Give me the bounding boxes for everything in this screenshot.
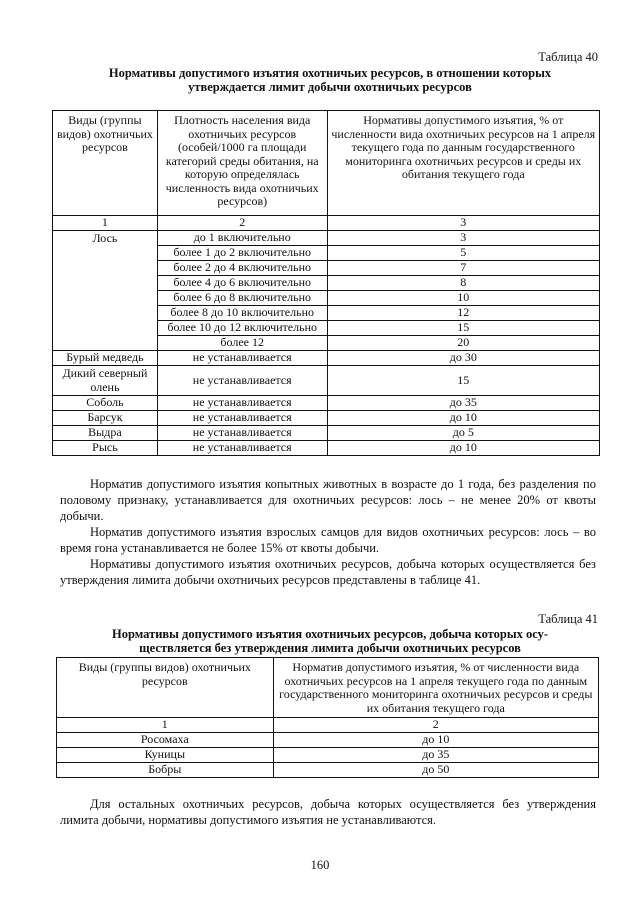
table-row bbox=[53, 411, 600, 426]
paragraph: Норматив допустимого изъятия копытных животных в возрасте до 1 года, без разделения по половому признаку, устанавливается для охотничьих ресурсов: лось – не менее 20% от квоты добычи. bbox=[60, 477, 596, 523]
density-cell: более 6 до 8 включительно bbox=[157, 291, 327, 306]
species-cell: Куницы bbox=[57, 748, 274, 763]
table-row bbox=[57, 748, 599, 763]
norm-cell: 20 bbox=[327, 336, 599, 351]
norm-cell: 8 bbox=[327, 276, 599, 291]
species-cell: Бобры bbox=[57, 763, 274, 778]
table-41-title-line-1: Нормативы допустимого изъятия охотничьих ресурсов, добыча которых осу- bbox=[111, 627, 549, 641]
table-row bbox=[53, 426, 600, 441]
density-cell: более 2 до 4 включительно bbox=[157, 261, 327, 276]
norm-cell: 10 bbox=[327, 291, 599, 306]
table-41-title bbox=[40, 627, 620, 655]
species-cell: Дикий северный олень bbox=[53, 366, 158, 396]
norm-cell: до 50 bbox=[273, 763, 598, 778]
col-number: 2 bbox=[157, 216, 327, 231]
header-norm: Нормативы допустимого изъятия, % от численности вида охотничьих ресурсов на 1 апреля текущего года по данным государственного мониторинга охотничьих ресурсов и среды их обитания текущего года bbox=[327, 111, 599, 216]
norm-cell: 3 bbox=[327, 231, 599, 246]
norm-cell: 7 bbox=[327, 261, 599, 276]
table-row bbox=[53, 396, 600, 411]
density-cell: более 8 до 10 включительно bbox=[157, 306, 327, 321]
norm-cell: до 10 bbox=[327, 441, 599, 456]
species-cell: Бурый медведь bbox=[53, 351, 158, 366]
species-cell: Выдра bbox=[53, 426, 158, 441]
norm-cell: до 35 bbox=[273, 748, 598, 763]
density-cell: не устанавливается bbox=[157, 441, 327, 456]
norm-cell: 15 bbox=[327, 366, 599, 396]
header-density: Плотность населения вида охотничьих ресурсов (особей/1000 га площади категорий среды обитания, на которую определялась численность вида охотничьих ресурсов) bbox=[157, 111, 327, 216]
table-41-column-numbers bbox=[57, 718, 599, 733]
paragraph: Нормативы допустимого изъятия охотничьих ресурсов, добыча которых осуществляется без утверждения лимита добычи охотничьих ресурсов представлены в таблице 41. bbox=[60, 557, 596, 587]
col-number: 1 bbox=[57, 718, 274, 733]
table-row bbox=[53, 231, 600, 246]
header-species: Виды (группы видов) охотничьих ресурсов bbox=[57, 658, 274, 718]
table-41-title-line-2: ществляется без утверждения лимита добычи охотничьих ресурсов bbox=[139, 641, 521, 655]
table-row bbox=[53, 351, 600, 366]
table-40-header-row bbox=[53, 111, 600, 216]
table-row bbox=[57, 763, 599, 778]
col-number: 1 bbox=[53, 216, 158, 231]
species-cell: Соболь bbox=[53, 396, 158, 411]
norm-cell: до 5 bbox=[327, 426, 599, 441]
table-row bbox=[57, 733, 599, 748]
density-cell: не устанавливается bbox=[157, 411, 327, 426]
density-cell: более 4 до 6 включительно bbox=[157, 276, 327, 291]
paragraph: Норматив допустимого изъятия взрослых самцов для видов охотничьих ресурсов: лось – во время гона устанавливается не более 15% от квоты добычи. bbox=[60, 525, 596, 555]
table-40 bbox=[52, 110, 600, 456]
paragraph: Для остальных охотничьих ресурсов, добыча которых осуществляется без утверждения лимита добычи, нормативы допустимого изъятия не устанавливаются. bbox=[60, 797, 596, 827]
species-cell: Росомаха bbox=[57, 733, 274, 748]
header-species: Виды (группы видов) охотничьих ресурсов bbox=[53, 111, 158, 216]
norm-cell: до 30 bbox=[327, 351, 599, 366]
page-number: 160 bbox=[310, 858, 330, 872]
col-number: 2 bbox=[273, 718, 598, 733]
table-row bbox=[53, 441, 600, 456]
table-40-title-line-2: утверждается лимит добычи охотничьих ресурсов bbox=[188, 80, 472, 94]
species-cell: Барсук bbox=[53, 411, 158, 426]
norm-cell: до 10 bbox=[327, 411, 599, 426]
density-cell: более 12 bbox=[157, 336, 327, 351]
norm-cell: 5 bbox=[327, 246, 599, 261]
body-text-end bbox=[60, 796, 596, 828]
density-cell: более 1 до 2 включительно bbox=[157, 246, 327, 261]
species-cell: Рысь bbox=[53, 441, 158, 456]
header-norm: Норматив допустимого изъятия, % от численности вида охотничьих ресурсов на 1 апреля текущего года по данным государственного мониторинга охотничьих ресурсов и среды их обитания текущего года bbox=[273, 658, 598, 718]
density-cell: не устанавливается bbox=[157, 396, 327, 411]
table-40-title-line-1: Нормативы допустимого изъятия охотничьих ресурсов, в отношении которых bbox=[108, 66, 552, 80]
density-cell: до 1 включительно bbox=[157, 231, 327, 246]
table-40-caption: Таблица 40 bbox=[538, 50, 598, 64]
density-cell: не устанавливается bbox=[157, 366, 327, 396]
species-cell-elk: Лось bbox=[53, 231, 158, 351]
table-41-caption: Таблица 41 bbox=[538, 612, 598, 626]
table-40-column-numbers bbox=[53, 216, 600, 231]
density-cell: не устанавливается bbox=[157, 426, 327, 441]
table-row bbox=[53, 366, 600, 396]
norm-cell: 12 bbox=[327, 306, 599, 321]
norm-cell: до 35 bbox=[327, 396, 599, 411]
table-41-header-row bbox=[57, 658, 599, 718]
col-number: 3 bbox=[327, 216, 599, 231]
table-41 bbox=[56, 657, 599, 778]
table-40-title bbox=[40, 66, 620, 94]
density-cell: более 10 до 12 включительно bbox=[157, 321, 327, 336]
norm-cell: до 10 bbox=[273, 733, 598, 748]
norm-cell: 15 bbox=[327, 321, 599, 336]
density-cell: не устанавливается bbox=[157, 351, 327, 366]
body-text-middle bbox=[60, 476, 596, 588]
